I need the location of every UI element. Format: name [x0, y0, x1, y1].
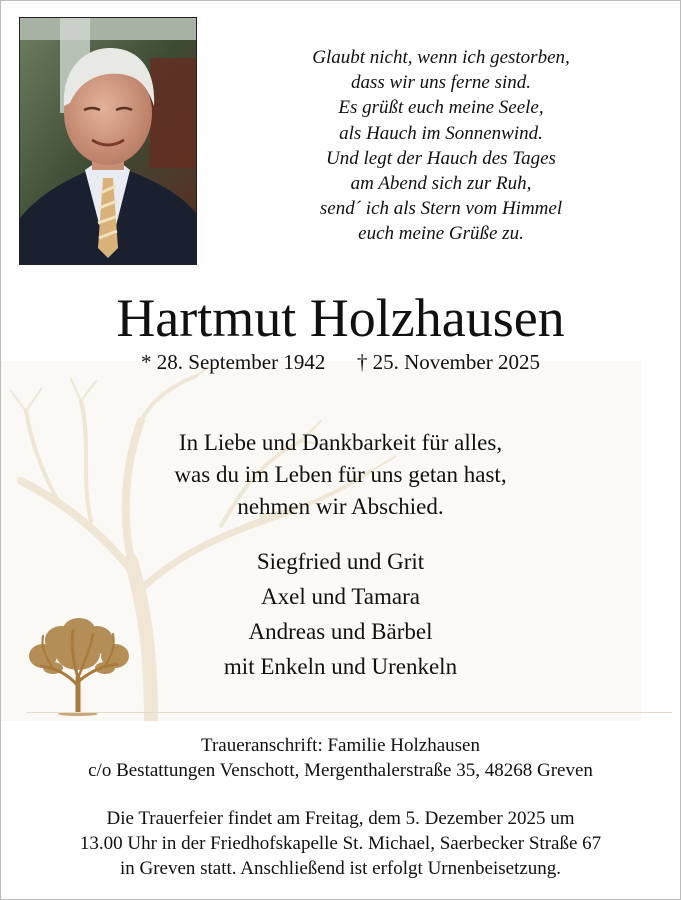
message-line: was du im Leben für uns getan hast, — [174, 462, 507, 487]
poem — [221, 45, 661, 247]
poem-line: Glaubt nicht, wenn ich gestorben, — [312, 47, 570, 68]
message-line: nehmen wir Abschied. — [237, 494, 444, 519]
service-line: Die Trauerfeier findet am Freitag, dem 5. Dezember 2025 um — [106, 808, 575, 829]
poem-line: am Abend sich zur Ruh, — [350, 173, 532, 195]
poem-line: Es grüßt euch meine Seele, — [338, 97, 544, 119]
address-line: c/o Bestattungen Venschott, Mergenthalerstraße 35, 48268 Greven — [88, 760, 593, 781]
mourner-line: mit Enkeln und Urenkeln — [223, 654, 458, 679]
poem-line: Und legt der Hauch des Tages — [326, 147, 556, 169]
life-dates: * 28. September 1942 † 25. November 2025 — [141, 350, 540, 374]
address-line: Traueranschrift: Familie Holzhausen — [201, 735, 480, 756]
poem-line: send´ ich als Stern vom Himmel — [319, 198, 563, 220]
section-divider — [26, 712, 672, 713]
service-line: 13.00 Uhr in der Friedhofskapelle St. Michael, Saerbecker Straße 67 — [79, 833, 602, 854]
message-line: In Liebe und Dankbarkeit für alles, — [178, 430, 503, 455]
oak-tree-icon — [23, 616, 133, 716]
poem-line: dass wir uns ferne sind. — [351, 72, 531, 94]
deceased-name: Hartmut Holzhausen — [116, 288, 565, 348]
mourner-line: Axel und Tamara — [261, 584, 420, 609]
mourning-address — [1, 733, 680, 783]
funeral-service-info — [1, 806, 680, 881]
portrait-photo — [19, 17, 197, 265]
farewell-message — [1, 427, 680, 523]
mourner-line: Siegfried und Grit — [256, 549, 425, 574]
mourner-line: Andreas und Bärbel — [248, 619, 433, 644]
poem-line: euch meine Grüße zu. — [358, 223, 524, 245]
poem-line: als Hauch im Sonnenwind. — [339, 122, 543, 144]
service-line: in Greven statt. Anschließend ist erfolgt Urnenbeisetzung. — [119, 858, 562, 879]
